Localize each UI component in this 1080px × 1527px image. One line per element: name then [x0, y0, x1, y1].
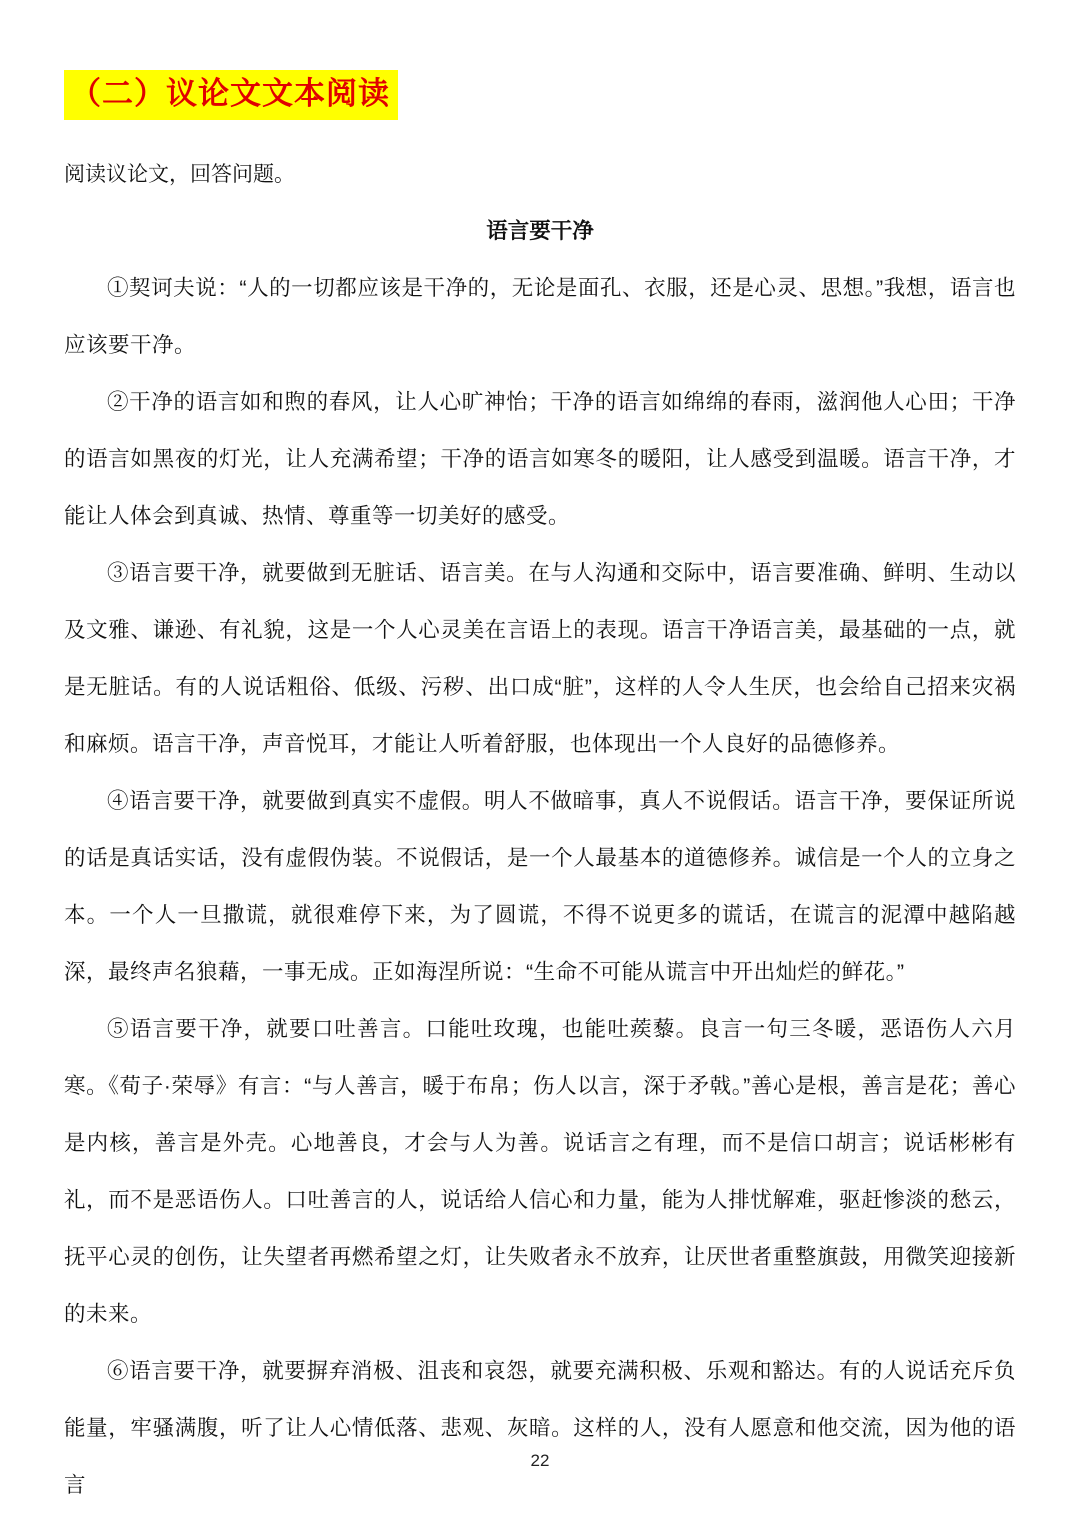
section-heading	[64, 70, 1016, 120]
article-paragraph-5: ⑤语言要干净，就要口吐善言。口能吐玫瑰，也能吐蒺藜。良言一句三冬暖，恶语伤人六月寒。《荀子·荣辱》有言：“与人善言，暖于布帛；伤人以言，深于矛戟。”善心是根，善言是花；善心是内核，善言是外壳。心地善良，才会与人为善。说话言之有理，而不是信口胡言；说话彬彬有礼，而不是恶语伤人。口吐善言的人，说话给人信心和力量，能为人排忧解难，驱赶惨淡的愁云，抚平心灵的创伤，让失望者再燃希望之灯，让失败者永不放弃，让厌世者重整旗鼓，用微笑迎接新的未来。	[64, 1016, 1016, 1326]
article-title: 语言要干净	[486, 218, 594, 243]
article-paragraph-3: ③语言要干净，就要做到无脏话、语言美。在与人沟通和交际中，语言要准确、鲜明、生动以及文雅、谦逊、有礼貌，这是一个人心灵美在言语上的表现。语言干净语言美，最基础的一点，就是无脏话。有的人说话粗俗、低级、污秽、出口成“脏”，这样的人令人生厌，也会给自己招来灾祸和麻烦。语言干净，声音悦耳，才能让人听着舒服，也体现出一个人良好的品德修养。	[64, 560, 1016, 756]
instruction-text: 阅读议论文，回答问题。	[64, 162, 295, 186]
section-heading-text: （二）议论文文本阅读	[64, 70, 398, 120]
page-number: 22	[530, 1451, 550, 1470]
article-paragraph-1: ①契诃夫说：“人的一切都应该是干净的，无论是面孔、衣服，还是心灵、思想。”我想，语言也应该要干净。	[64, 275, 1016, 357]
article-paragraph-6: ⑥语言要干净，就要摒弃消极、沮丧和哀怨，就要充满积极、乐观和豁达。有的人说话充斥负能量，牢骚满腹，听了让人心情低落、悲观、灰暗。这样的人，没有人愿意和他交流，因为他的语言	[64, 1358, 1016, 1497]
article-paragraph-4: ④语言要干净，就要做到真实不虚假。明人不做暗事，真人不说假话。语言干净，要保证所说的话是真话实话，没有虚假伪装。不说假话，是一个人最基本的道德修养。诚信是一个人的立身之本。一个人一旦撒谎，就很难停下来，为了圆谎，不得不说更多的谎话，在谎言的泥潭中越陷越深，最终声名狼藉，一事无成。正如海涅所说：“生命不可能从谎言中开出灿烂的鲜花。”	[64, 788, 1016, 984]
article-paragraph-2: ②干净的语言如和煦的春风，让人心旷神怡；干净的语言如绵绵的春雨，滋润他人心田；干净的语言如黑夜的灯光，让人充满希望；干净的语言如寒冬的暖阳，让人感受到温暖。语言干净，才能让人体会到真诚、热情、尊重等一切美好的感受。	[64, 389, 1016, 528]
